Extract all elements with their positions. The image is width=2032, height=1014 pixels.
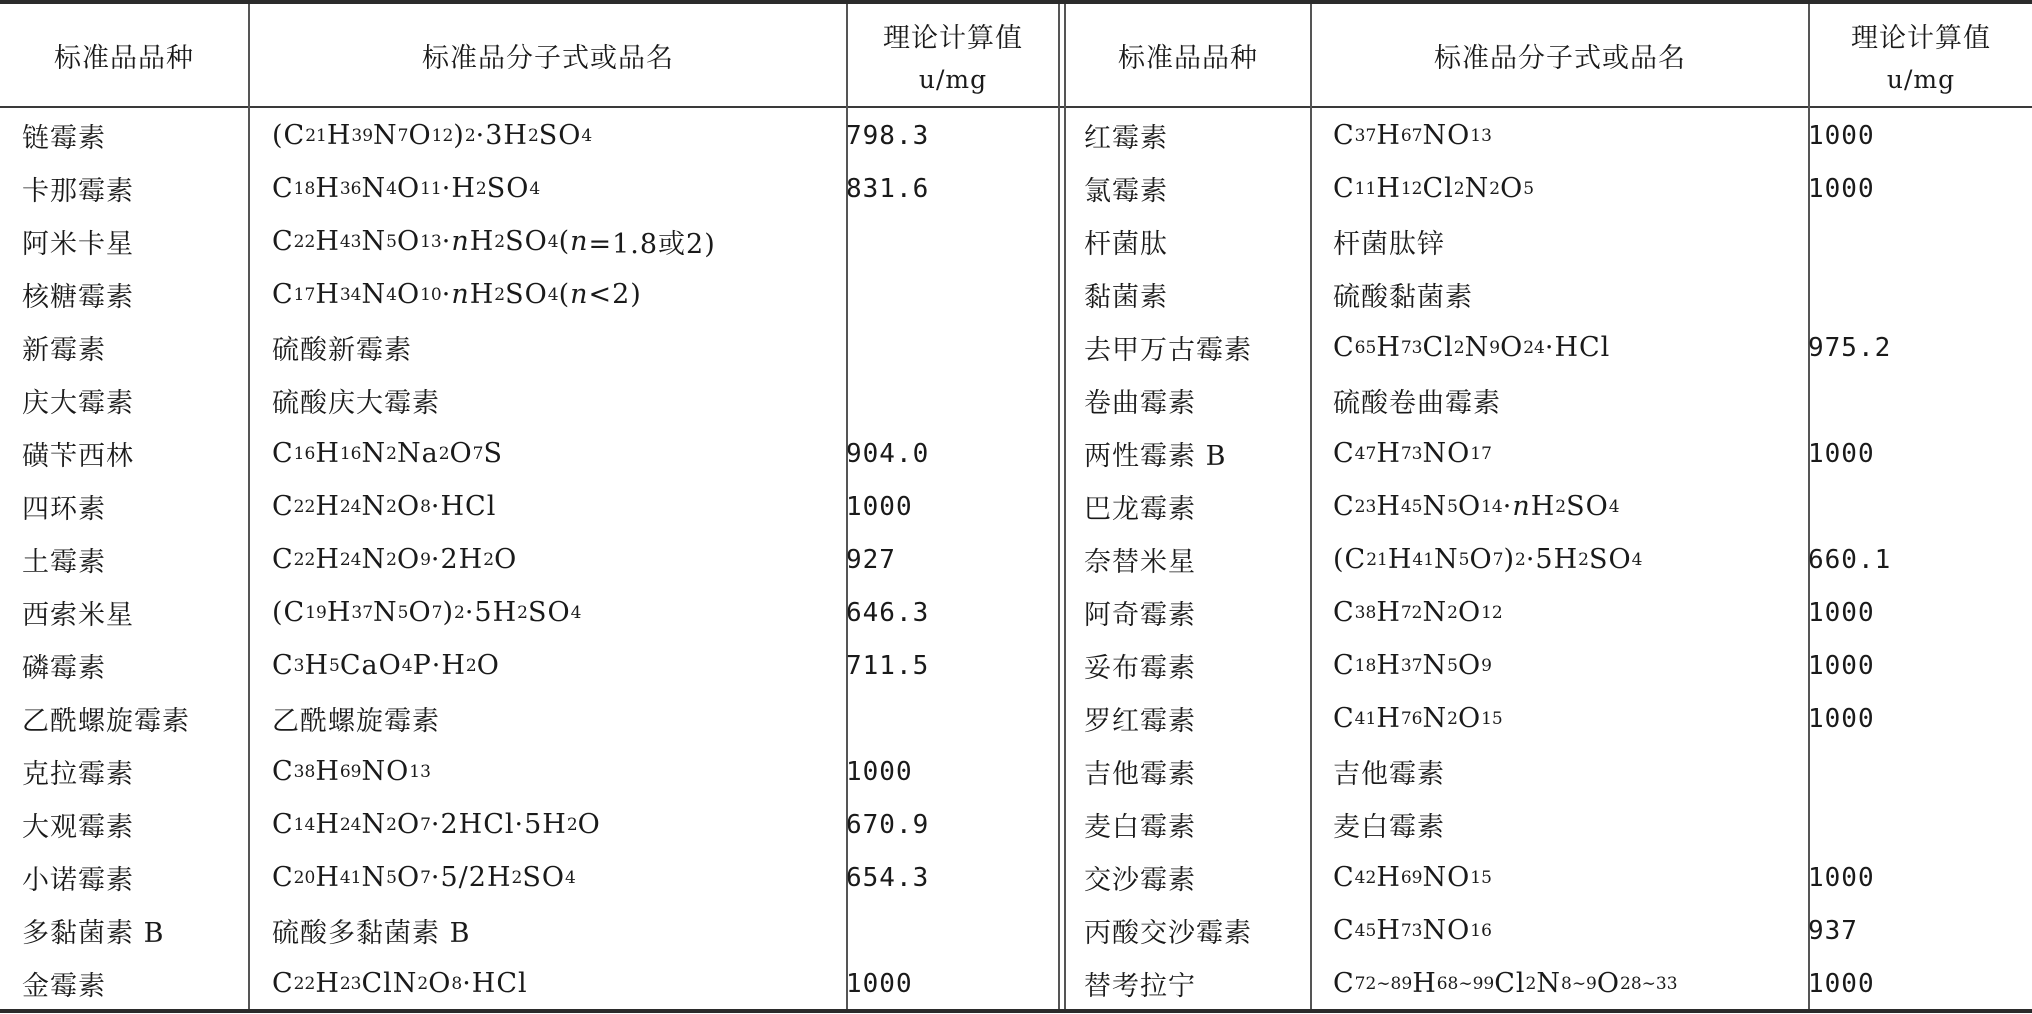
value-cell: 654.3 [846,862,930,893]
variety-cell: 卷曲霉素 [1084,388,1196,419]
variety-cell: 两性霉素 B [1084,441,1227,472]
table-row [0,639,2032,692]
value-cell: 927 [846,544,896,575]
header-label: 标准品品种 [1118,42,1258,74]
variety-cell: 磷霉素 [22,653,106,684]
value-cell: 1000 [846,756,913,787]
value-cell: 1000 [1808,120,1875,151]
formula-cell: C 65 H 73 Cl 2 N 9 O 24 ·HCl [1333,332,1611,363]
value-cell [1808,268,2032,321]
value-cell: 670.9 [846,809,930,840]
header-unit: u/mg [1886,65,1956,94]
variety-cell: 红霉素 [1084,123,1168,154]
variety-cell: 阿奇霉素 [1084,600,1196,631]
value-cell: 975.2 [1808,332,1892,363]
header-label: 理论计算值 [1851,23,1991,54]
formula-cell: 麦白霉素 [1333,812,1445,843]
value-cell [1808,798,2032,851]
value-cell [846,904,1060,957]
value-cell: 798.3 [846,120,930,151]
table-row [0,374,2032,427]
value-cell: 1000 [846,491,913,522]
table-row [0,851,2032,904]
header-label: 理论计算值 [883,23,1023,54]
header-value-right [1810,4,2032,106]
variety-cell: 克拉霉素 [22,759,134,790]
variety-cell: 丙酸交沙霉素 [1084,918,1252,949]
formula-cell: C 22 H 23 ClN 2 O 8 ·HCl [272,968,528,999]
value-cell [1808,480,2032,533]
variety-cell: 阿米卡星 [22,229,134,260]
table-row [0,109,2032,162]
variety-cell: 替考拉宁 [1084,971,1196,1002]
header-label: 标准品品种 [54,42,194,74]
formula-cell: C 18 H 37 N 5 O 9 [1333,650,1492,681]
formula-cell: C 22 H 24 N 2 O 8 ·HCl [272,491,497,522]
value-cell: 831.6 [846,173,930,204]
formula-cell: C 3 H 5 CaO 4 P·H 2 O [272,650,500,681]
value-cell: 711.5 [846,650,930,681]
header-formula-right [1312,4,1808,106]
formula-cell: 硫酸庆大霉素 [272,388,440,419]
formula-cell: 杆菌肽锌 [1333,229,1445,260]
variety-cell: 奈替米星 [1084,547,1196,578]
table-row [0,904,2032,957]
variety-cell: 去甲万古霉素 [1084,335,1252,366]
header-variety-right [1066,4,1310,106]
variety-cell: 西索米星 [22,600,134,631]
value-cell: 1000 [1808,597,1875,628]
variety-cell: 大观霉素 [22,812,134,843]
table-row [0,692,2032,745]
value-cell: 1000 [1808,862,1875,893]
formula-cell: C 16 H 16 N 2 Na 2 O 7 S [272,438,503,469]
value-cell: 1000 [1808,650,1875,681]
header-variety-left [0,4,248,106]
formula-cell: (C 21 H 39 N 7 O 12 ) 2 ·3H 2 SO 4 [272,120,593,151]
formula-cell: C 23 H 45 N 5 O 14 · n H 2 SO 4 [1333,491,1620,522]
variety-cell: 交沙霉素 [1084,865,1196,896]
value-cell: 904.0 [846,438,930,469]
value-cell [846,692,1060,745]
variety-cell: 罗红霉素 [1084,706,1196,737]
table-row [0,427,2032,480]
formula-cell: 硫酸卷曲霉素 [1333,388,1501,419]
variety-cell: 多黏菌素 B [22,918,165,949]
variety-cell: 磺苄西林 [22,441,134,472]
value-cell [1808,745,2032,798]
formula-cell: C 20 H 41 N 5 O 7 ·5/2H 2 SO 4 [272,862,576,893]
value-cell [846,321,1060,374]
formula-cell: C 41 H 76 N 2 O 15 [1333,703,1503,734]
value-cell: 937 [1808,915,1858,946]
formula-cell: C 38 H 69 NO 13 [272,756,431,787]
formula-cell: 乙酰螺旋霉素 [272,706,440,737]
value-cell [1808,215,2032,268]
variety-cell: 巴龙霉素 [1084,494,1196,525]
variety-cell: 妥布霉素 [1084,653,1196,684]
formula-cell: C 17 H 34 N 4 O 10 · n H 2 SO 4 ( n <2) [272,279,642,310]
header-label: 标准品分子式或品名 [422,42,674,74]
variety-cell: 吉他霉素 [1084,759,1196,790]
variety-cell: 核糖霉素 [22,282,134,313]
formula-cell: 吉他霉素 [1333,759,1445,790]
table-row [0,586,2032,639]
value-cell: 1000 [846,968,913,999]
formula-cell: 硫酸新霉素 [272,335,412,366]
variety-cell: 小诺霉素 [22,865,134,896]
variety-cell: 新霉素 [22,335,106,366]
variety-cell: 庆大霉素 [22,388,134,419]
table-row [0,798,2032,851]
value-cell [846,374,1060,427]
formula-cell: 硫酸黏菌素 [1333,282,1473,313]
formula-cell: C 11 H 12 Cl 2 N 2 O 5 [1333,173,1535,204]
table-row [0,480,2032,533]
variety-cell: 乙酰螺旋霉素 [22,706,190,737]
formula-cell: C 47 H 73 NO 17 [1333,438,1492,469]
formula-cell: C 38 H 72 N 2 O 12 [1333,597,1503,628]
formula-cell: (C 19 H 37 N 5 O 7 ) 2 ·5H 2 SO 4 [272,597,582,628]
formula-cell: C 45 H 73 NO 16 [1333,915,1492,946]
formula-cell: C 37 H 67 NO 13 [1333,120,1492,151]
variety-cell: 杆菌肽 [1084,229,1168,260]
value-cell: 646.3 [846,597,930,628]
table-row [0,957,2032,1010]
header-formula-left [250,4,846,106]
header-label: 标准品分子式或品名 [1434,42,1686,74]
formula-cell: C 18 H 36 N 4 O 11 ·H 2 SO 4 [272,173,541,204]
formula-cell: (C 21 H 41 N 5 O 7 ) 2 ·5H 2 SO 4 [1333,544,1643,575]
value-cell: 1000 [1808,438,1875,469]
variety-cell: 土霉素 [22,547,106,578]
variety-cell: 链霉素 [22,123,106,154]
value-cell [1808,374,2032,427]
table-row [0,162,2032,215]
variety-cell: 四环素 [22,494,106,525]
formula-cell: 硫酸多黏菌素 B [272,918,471,949]
table-row [0,745,2032,798]
header-rule [0,106,2032,108]
formula-cell: C 22 H 43 N 5 O 13 · n H 2 SO 4 ( n =1.8或2) [272,226,716,260]
variety-cell: 氯霉素 [1084,176,1168,207]
table-row [0,215,2032,268]
variety-cell: 麦白霉素 [1084,812,1196,843]
formula-cell: C 14 H 24 N 2 O 7 ·2HCl·5H 2 O [272,809,601,840]
formula-cell: C 22 H 24 N 2 O 9 ·2H 2 O [272,544,518,575]
header-value-left [848,4,1058,106]
variety-cell: 金霉素 [22,971,106,1002]
formula-cell: C 42 H 69 NO 15 [1333,862,1492,893]
value-cell [846,215,1060,268]
table-row [0,268,2032,321]
value-cell: 660.1 [1808,544,1892,575]
formula-cell: C 72∼89 H 68∼99 Cl 2 N 8∼9 O 28∼33 [1333,968,1678,999]
value-cell: 1000 [1808,173,1875,204]
header-unit: u/mg [918,65,988,94]
variety-cell: 卡那霉素 [22,176,134,207]
value-cell: 1000 [1808,968,1875,999]
value-cell: 1000 [1808,703,1875,734]
value-cell [846,268,1060,321]
table-row [0,321,2032,374]
table-row [0,533,2032,586]
variety-cell: 黏菌素 [1084,282,1168,313]
